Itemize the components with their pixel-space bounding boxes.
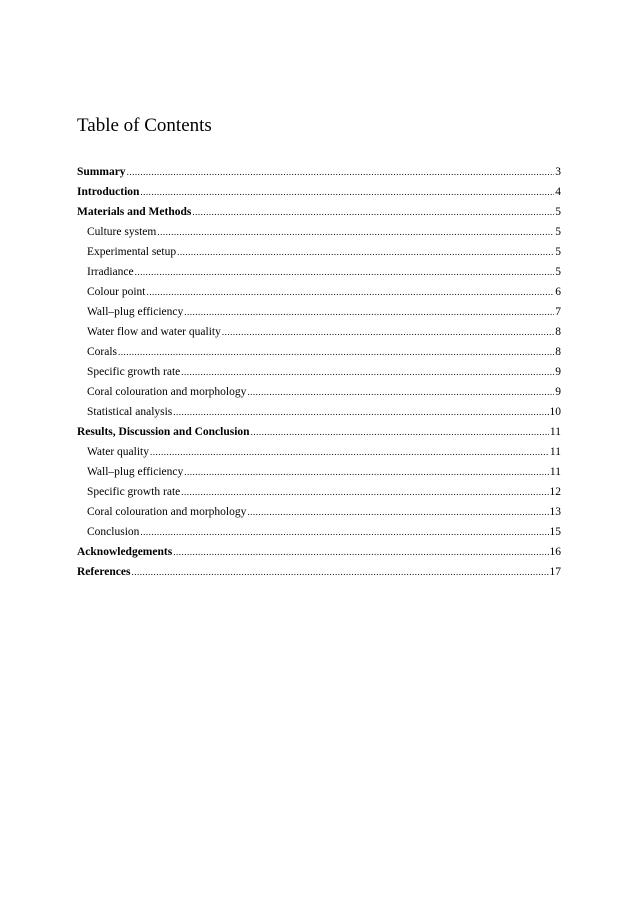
- toc-entry-statistical-analysis[interactable]: [77, 402, 561, 422]
- toc-entry-label: Specific growth rate: [87, 486, 181, 498]
- toc-entry-summary[interactable]: [77, 162, 561, 182]
- dot-leader: [135, 262, 555, 282]
- toc-entry-introduction[interactable]: [77, 182, 561, 202]
- toc-entry-label: Experimental setup: [87, 246, 177, 258]
- dot-leader: [247, 502, 548, 522]
- toc-entry-corals[interactable]: [77, 342, 561, 362]
- toc-page-number: 5: [555, 226, 561, 238]
- toc-entry-label: Acknowledgements: [77, 546, 173, 558]
- dot-leader: [131, 562, 548, 582]
- dot-leader: [181, 362, 554, 382]
- toc-entry-label: Wall–plug efficiency: [87, 466, 184, 478]
- toc-entry-label: Introduction: [77, 186, 140, 198]
- toc-entry-results-discussion-conclusion[interactable]: [77, 422, 561, 442]
- toc-entry-label: Materials and Methods: [77, 206, 192, 218]
- toc-entry-label: References: [77, 566, 131, 578]
- toc-page-number: 10: [549, 406, 561, 418]
- toc-entry-label: Corals: [87, 346, 118, 358]
- toc-entry-water-flow-and-water-quality[interactable]: [77, 322, 561, 342]
- toc-entry-label: Wall–plug efficiency: [87, 306, 184, 318]
- toc-entry-specific-growth-rate-results[interactable]: [77, 482, 561, 502]
- toc-entry-label: Colour point: [87, 286, 146, 298]
- toc-entry-water-quality[interactable]: [77, 442, 561, 462]
- toc-entry-label: Results, Discussion and Conclusion: [77, 426, 250, 438]
- dot-leader: [140, 182, 554, 202]
- dot-leader: [184, 462, 549, 482]
- toc-page-number: 11: [549, 446, 561, 458]
- toc-page-number: 16: [549, 546, 561, 558]
- toc-entry-acknowledgements[interactable]: [77, 542, 561, 562]
- toc-page-number: 7: [555, 306, 561, 318]
- dot-leader: [192, 202, 554, 222]
- dot-leader: [127, 162, 555, 182]
- toc-entry-culture-system[interactable]: [77, 222, 561, 242]
- toc-page-number: 9: [555, 366, 561, 378]
- dot-leader: [251, 422, 549, 442]
- toc-entry-experimental-setup[interactable]: [77, 242, 561, 262]
- toc-page-number: 11: [549, 466, 561, 478]
- toc-page-number: 13: [549, 506, 561, 518]
- toc-entry-label: Statistical analysis: [87, 406, 173, 418]
- toc-page-number: 11: [549, 426, 561, 438]
- dot-leader: [118, 342, 554, 362]
- toc-entry-conclusion[interactable]: [77, 522, 561, 542]
- toc-page-number: 8: [555, 346, 561, 358]
- toc-entry-irradiance[interactable]: [77, 262, 561, 282]
- dot-leader: [177, 242, 554, 262]
- dot-leader: [222, 322, 554, 342]
- dot-leader: [150, 442, 549, 462]
- toc-entry-label: Water quality: [87, 446, 149, 458]
- dot-leader: [173, 542, 548, 562]
- toc-entry-label: Conclusion: [87, 526, 140, 538]
- toc-entry-label: Culture system: [87, 226, 157, 238]
- toc-list: [77, 162, 561, 582]
- toc-page-number: 6: [555, 286, 561, 298]
- toc-entry-label: Irradiance: [87, 266, 134, 278]
- dot-leader: [184, 302, 554, 322]
- toc-title: Table of Contents: [77, 115, 212, 136]
- toc-entry-materials-and-methods[interactable]: [77, 202, 561, 222]
- toc-entry-label: Coral colouration and morphology: [87, 386, 247, 398]
- toc-page-number: 3: [555, 166, 561, 178]
- toc-entry-coral-colouration-and-morphology[interactable]: [77, 382, 561, 402]
- toc-entry-colour-point[interactable]: [77, 282, 561, 302]
- toc-page-number: 9: [555, 386, 561, 398]
- toc-entry-specific-growth-rate[interactable]: [77, 362, 561, 382]
- toc-page-number: 8: [555, 326, 561, 338]
- toc-entry-coral-colouration-and-morphology-results[interactable]: [77, 502, 561, 522]
- toc-page-number: 4: [555, 186, 561, 198]
- dot-leader: [157, 222, 554, 242]
- toc-page-number: 5: [555, 206, 561, 218]
- toc-entry-label: Coral colouration and morphology: [87, 506, 247, 518]
- dot-leader: [181, 482, 548, 502]
- dot-leader: [247, 382, 554, 402]
- toc-page-number: 5: [555, 266, 561, 278]
- dot-leader: [173, 402, 548, 422]
- dot-leader: [146, 282, 554, 302]
- toc-entry-label: Specific growth rate: [87, 366, 181, 378]
- dot-leader: [140, 522, 548, 542]
- toc-entry-wall-plug-efficiency[interactable]: [77, 302, 561, 322]
- toc-entry-label: Summary: [77, 166, 126, 178]
- toc-page-number: 5: [555, 246, 561, 258]
- toc-entry-references[interactable]: [77, 562, 561, 582]
- toc-entry-label: Water flow and water quality: [87, 326, 221, 338]
- toc-page-number: 17: [549, 566, 561, 578]
- toc-page-number: 15: [549, 526, 561, 538]
- toc-page-number: 12: [549, 486, 561, 498]
- toc-entry-wall-plug-efficiency-results[interactable]: [77, 462, 561, 482]
